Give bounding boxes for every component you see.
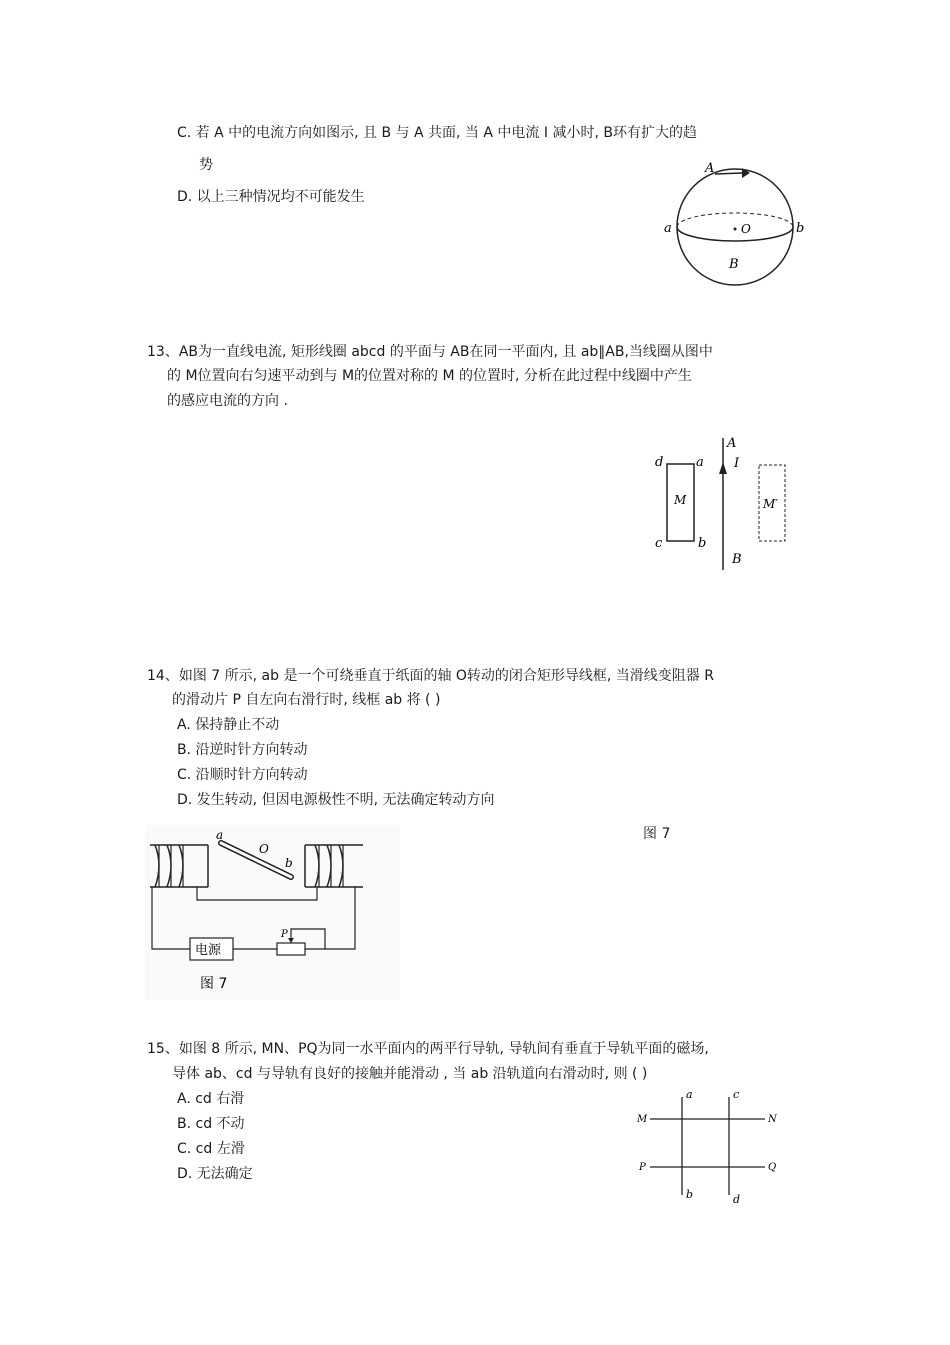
q14-circuit-figure [145, 825, 400, 1000]
q13-label-M: M [674, 493, 687, 507]
q15-label-P: P [639, 1162, 646, 1173]
q13-label-c: c [655, 536, 663, 551]
q12-label-O: O [741, 222, 751, 236]
q13-line2: 的 M位置向右匀速平动到与 M的位置对称的 M 的位置时, 分析在此过程中线圈中产生 [167, 368, 692, 384]
q15-label-a: a [686, 1088, 693, 1101]
q14-figure-caption: 图 7 [200, 976, 228, 992]
q14-label-P: P [281, 929, 288, 940]
q12-label-B: B [729, 257, 739, 272]
q13-label-d: d [655, 455, 664, 470]
q13-line1: 13、AB为一直线电流, 矩形线圈 abcd 的平面与 AB在同一平面内, 且 ab∥AB,当线圈从图中 [147, 344, 713, 360]
q14-label-a: a [216, 828, 224, 842]
q13-label-I: I [734, 456, 740, 471]
q15-label-b: b [686, 1188, 694, 1201]
q14-option-b: B. 沿逆时针方向转动 [177, 742, 308, 758]
q12-option-c-line1: C. 若 A 中的电流方向如图示, 且 B 与 A 共面, 当 A 中电流 I 减小时, B环有扩大的趋 [177, 125, 697, 141]
q15-label-M: M [637, 1114, 648, 1125]
q14-option-d: D. 发生转动, 但因电源极性不明, 无法确定转动方向 [177, 792, 495, 808]
q15-label-Q: Q [768, 1162, 777, 1173]
q14-label-O: O [259, 842, 269, 856]
q12-label-A: A [705, 161, 715, 176]
q15-label-d: d [733, 1193, 741, 1206]
q12-option-c-line2: 势 [199, 157, 213, 173]
q12-sphere-figure [660, 150, 810, 290]
q15-label-N: N [768, 1114, 777, 1125]
q13-label-A: A [727, 436, 737, 451]
q12-option-d: D. 以上三种情况均不可能发生 [177, 189, 365, 205]
q15-option-a: A. cd 右滑 [177, 1091, 245, 1107]
q15-rails-figure [630, 1085, 790, 1210]
q13-label-b: b [698, 536, 707, 551]
q15-option-b: B. cd 不动 [177, 1116, 245, 1132]
q14-line2: 的滑动片 P 自左向右滑行时, 线框 ab 将 ( ) [172, 692, 441, 708]
q14-option-c: C. 沿顺时针方向转动 [177, 767, 308, 783]
q15-line2: 导体 ab、cd 与导轨有良好的接触并能滑动 , 当 ab 沿轨道向右滑动时, 则 ( ) [172, 1066, 648, 1082]
q13-label-a: a [696, 455, 704, 470]
q14-label-b: b [285, 856, 293, 870]
q13-coil-figure [650, 430, 800, 575]
q14-line1: 14、如图 7 所示, ab 是一个可绕垂直于纸面的轴 O转动的闭合矩形导线框, 当滑线变阻器 R [147, 668, 714, 684]
q12-label-b: b [796, 221, 805, 236]
q13-label-M-prime: M′ [763, 497, 779, 511]
q13-line3: 的感应电流的方向 . [167, 393, 288, 409]
q15-line1: 15、如图 8 所示, MN、PQ为同一水平面内的两平行导轨, 导轨间有垂直于导轨平面的磁场, [147, 1041, 709, 1057]
q14-side-caption: 图 7 [643, 826, 671, 842]
q14-label-power: 电源 [195, 943, 222, 958]
q15-option-d: D. 无法确定 [177, 1166, 253, 1182]
q15-label-c: c [733, 1088, 740, 1101]
q13-label-B: B [732, 552, 742, 567]
q15-option-c: C. cd 左滑 [177, 1141, 245, 1157]
q14-option-a: A. 保持静止不动 [177, 717, 280, 733]
q12-label-a: a [664, 221, 672, 236]
